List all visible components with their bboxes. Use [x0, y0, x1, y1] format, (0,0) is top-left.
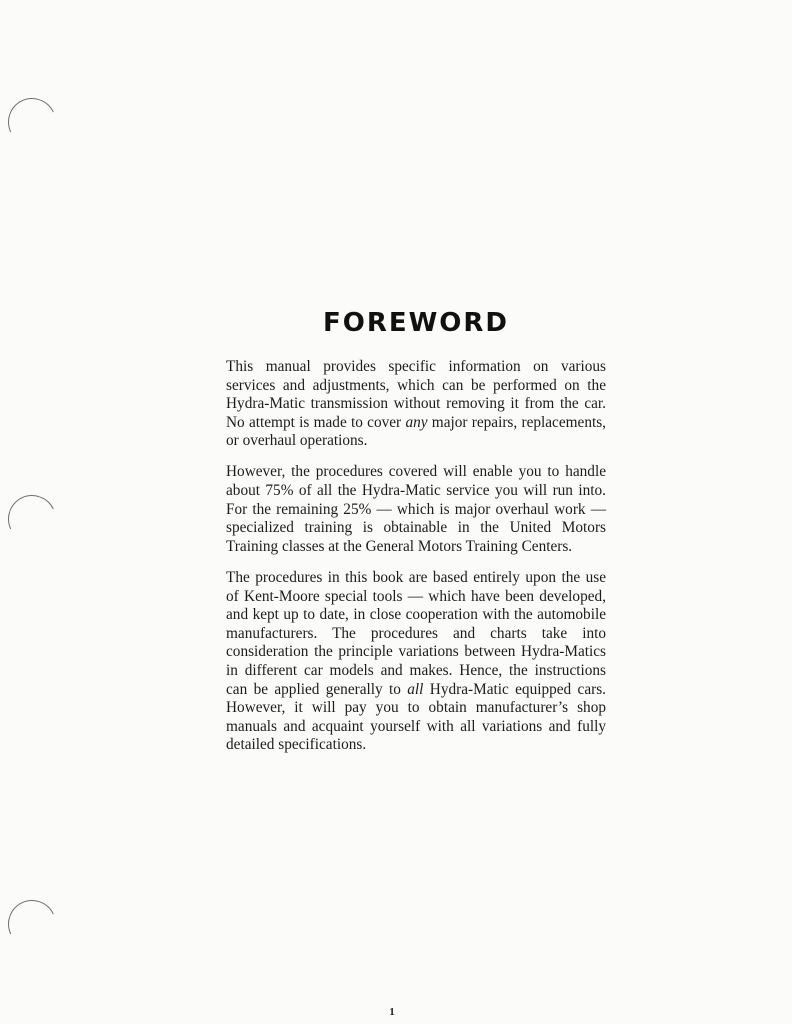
- paragraph-1-text-a: This manual provides specific information on various services and adjustments, which can be performed on the Hydra-Matic transmission without removing it from the car. No attempt is made to cover: [226, 358, 606, 431]
- paragraph-1: [226, 358, 606, 451]
- paragraph-2-text: However, the procedures covered will enable you to handle about 75% of all the Hydra-Matic service you will run into. For the remaining 25% — which is major overhaul work — specialized training is obtainable in the United Motors Training classes at the General Motors Training Centers.: [226, 463, 606, 555]
- paragraph-3-text-b: Hydra-Matic equipped cars. However, it will pay you to obtain manufacturer’s shop manuals and acquaint yourself with all variations and fully detailed specifications.: [226, 680, 606, 754]
- paragraph-3-emphasis: all: [407, 680, 424, 698]
- page-title: FOREWORD: [322, 308, 510, 338]
- binder-hole-top: [1, 91, 63, 153]
- paragraph-1-text-b: major repairs, replacements, or overhaul operations.: [226, 413, 606, 450]
- foreword-body: [226, 358, 606, 767]
- binder-hole-middle: [1, 488, 63, 550]
- binder-hole-bottom: [1, 893, 63, 955]
- page-number: 1: [389, 1006, 395, 1018]
- paragraph-3: [226, 569, 606, 755]
- paragraph-1-emphasis: any: [405, 413, 428, 431]
- paragraph-2: [226, 463, 606, 556]
- paragraph-3-text-a: The procedures in this book are based entirely upon the use of Kent-Moore special tools — which have been developed, and kept up to date, in close cooperation with the automobile manufacturers. The procedures and charts take into consideration the principle variations between Hydra-Matics in different car models and makes. Hence, the instructions can be applied generally to: [226, 568, 606, 698]
